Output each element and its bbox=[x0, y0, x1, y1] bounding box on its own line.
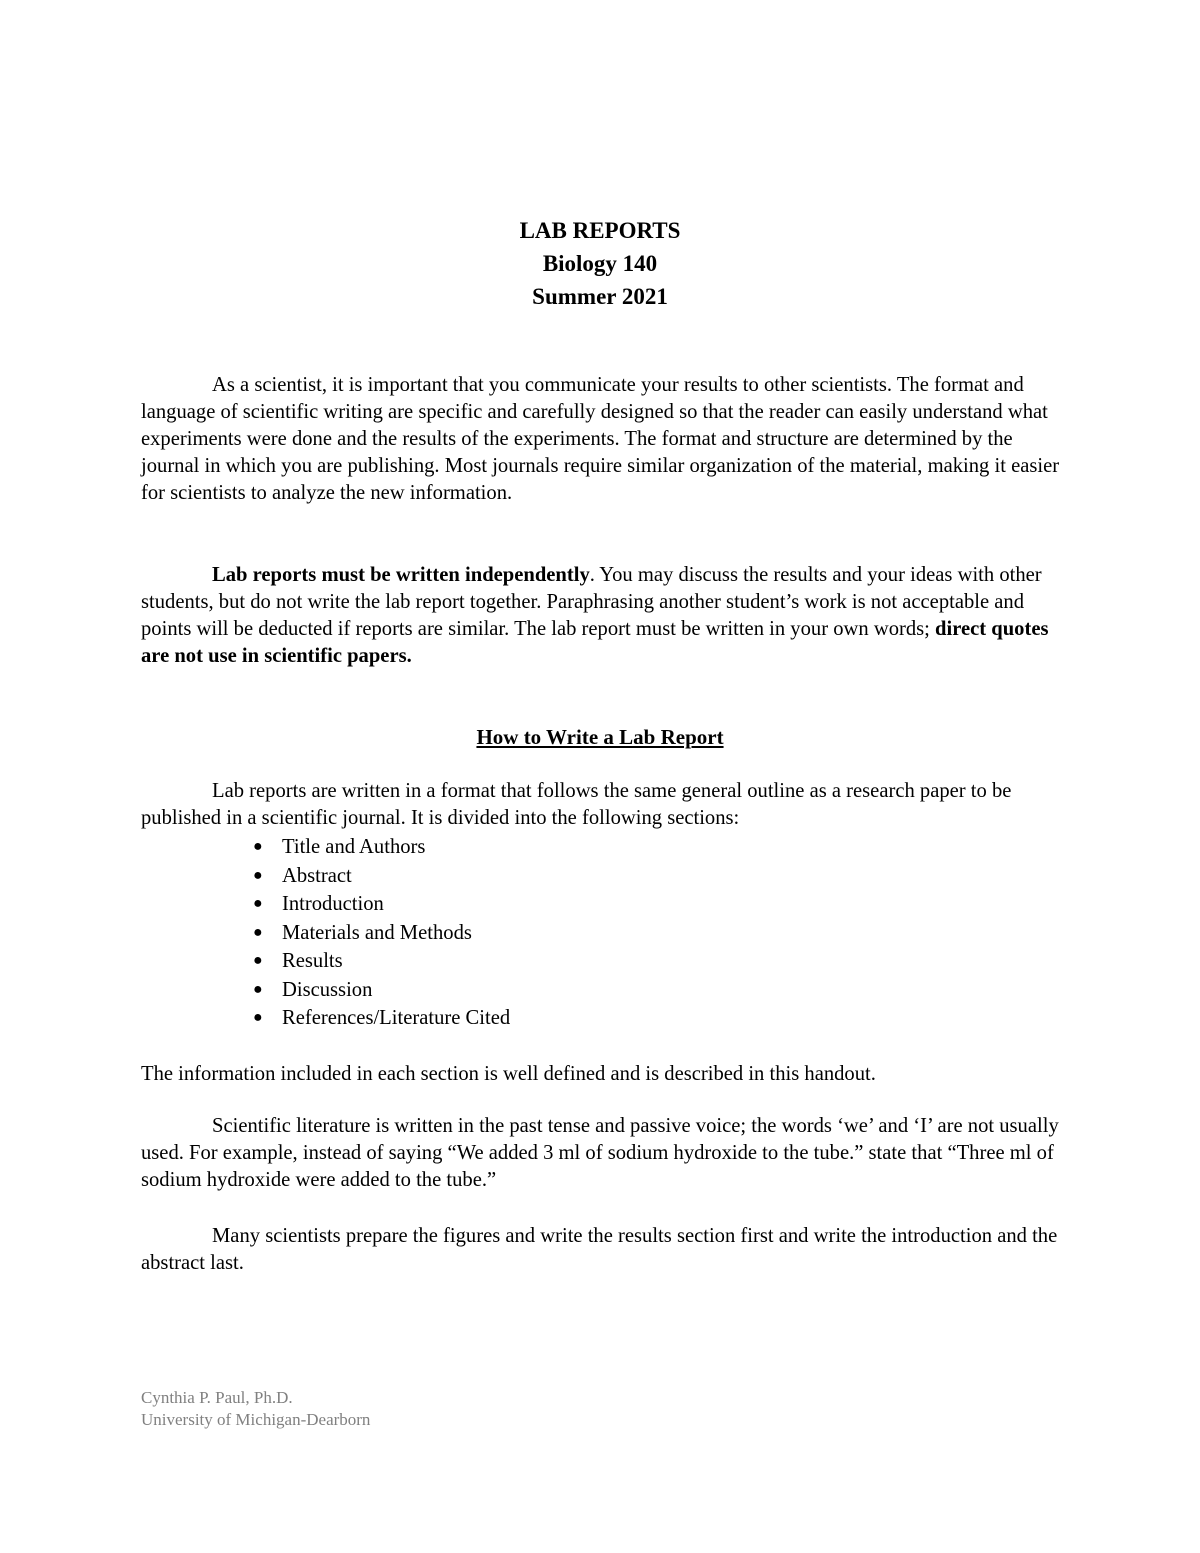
bullet-icon: ● bbox=[253, 895, 263, 912]
course-name: Biology 140 bbox=[542, 251, 658, 276]
section-heading: How to Write a Lab Report bbox=[476, 725, 724, 749]
footer-institution: University of Michigan-Dearborn bbox=[141, 1410, 371, 1429]
bullet-icon: ● bbox=[253, 1009, 263, 1026]
bullet-icon: ● bbox=[253, 838, 263, 855]
list-item: ● Discussion bbox=[253, 976, 510, 1005]
bullet-icon: ● bbox=[253, 952, 263, 969]
bullet-icon: ● bbox=[253, 980, 263, 998]
list-item: ● Abstract bbox=[253, 862, 510, 891]
bullet-icon: ● bbox=[253, 923, 263, 941]
intro-paragraph-1: As a scientist, it is important that you communicate your results to other scientists. The format and language of scientific writing are specific and carefully designed so that the reader can easily understand what experiments were done and the results of the experiments. The format and structure are determined by the journal in which you are publishing. Most journals require similar organization of the material, making it easier for scientists to analyze the new information. bbox=[141, 374, 1060, 504]
term: Summer 2021 bbox=[532, 284, 668, 309]
tense-voice-paragraph: Scientific literature is written in the past tense and passive voice; the words ‘we’ and ‘I’ are not usually used. For example, instead of saying “We added 3 ml of sodium hydroxide to the tube.” state that “Three ml of sodium hydroxide were added to the tube.” bbox=[141, 1115, 1059, 1191]
list-item: ● Materials and Methods bbox=[253, 919, 510, 948]
report-sections-list bbox=[253, 833, 510, 1033]
list-item: ● Title and Authors bbox=[253, 833, 510, 862]
writing-order-paragraph: Many scientists prepare the figures and write the results section first and write the introduction and the abstract last. bbox=[141, 1225, 1058, 1274]
intro-paragraph-2 bbox=[141, 562, 1061, 670]
sections-described-paragraph: The information included in each section is well defined and is described in this handout. bbox=[141, 1063, 876, 1085]
independent-writing-statement: Lab reports must be written independently bbox=[212, 564, 590, 586]
footer-author: Cynthia P. Paul, Ph.D. bbox=[141, 1388, 293, 1407]
bullet-icon: ● bbox=[253, 866, 263, 884]
direct-quotes-statement: direct quotes are not use in scientific papers. bbox=[141, 618, 1049, 667]
document-title: LAB REPORTS bbox=[519, 218, 681, 243]
document-footer bbox=[141, 1387, 370, 1431]
format-paragraph: Lab reports are written in a format that follows the same general outline as a research paper to be published in a scientific journal. It is divided into the following sections: bbox=[141, 780, 1012, 829]
list-item: ● References/Literature Cited bbox=[253, 1004, 510, 1033]
list-item: ● Results bbox=[253, 947, 510, 976]
list-item: ● Introduction bbox=[253, 890, 510, 919]
document-header bbox=[0, 214, 1200, 313]
paraphrase-policy-text: . You may discuss the results and your ideas with other students, but do not write the lab report together. Paraphrasing another student’s work is not acceptable and points will be deducted if reports are similar. The lab report must be written in your own words; bbox=[141, 564, 1042, 640]
